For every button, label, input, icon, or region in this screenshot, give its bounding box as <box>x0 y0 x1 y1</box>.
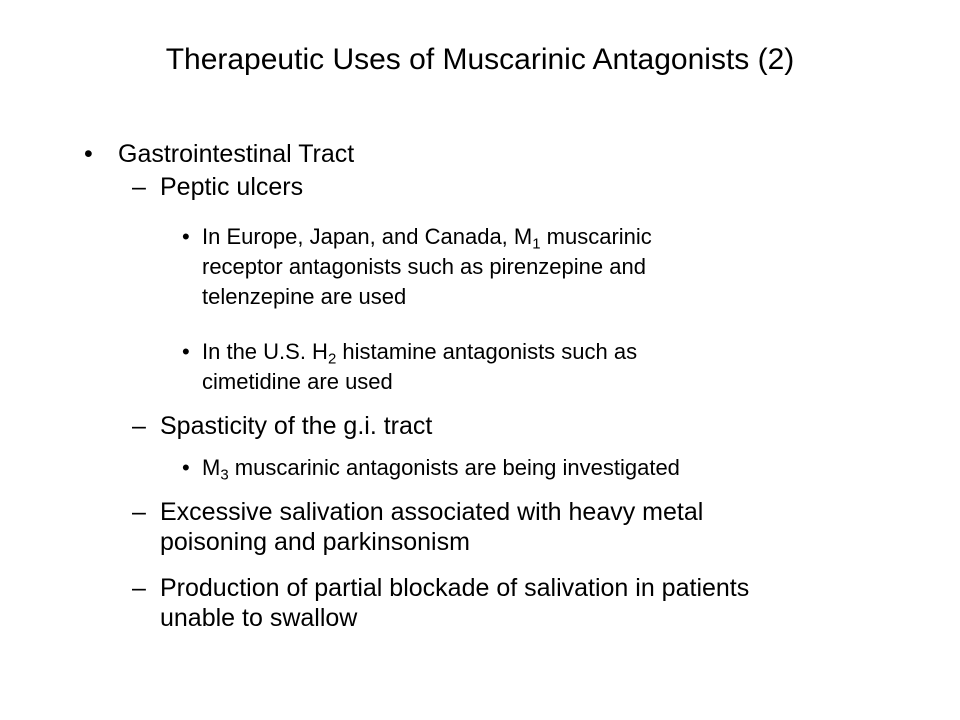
bullet-text: Gastrointestinal Tract <box>118 140 355 168</box>
text-run: In the U.S. H <box>202 339 328 364</box>
bullet-icon: • <box>182 224 190 249</box>
subitem-text <box>160 573 880 633</box>
bullet-icon: • <box>84 140 93 168</box>
text-run: histamine antagonists such as <box>336 339 638 364</box>
bullet-icon: • <box>182 455 190 480</box>
subsubitem-text <box>202 337 862 397</box>
text-run: M <box>202 455 221 480</box>
bullet-icon: • <box>182 339 190 364</box>
dash-icon: – <box>132 173 146 201</box>
text-line: cimetidine are used <box>202 369 393 394</box>
text-line: receptor antagonists such as pirenzepine and <box>202 254 646 279</box>
text-line <box>202 222 862 252</box>
slide-title: Therapeutic Uses of Muscarinic Antagonists (2) <box>165 43 795 76</box>
subitem-text: Peptic ulcers <box>160 173 304 201</box>
text-line: poisoning and parkinsonism <box>160 528 470 556</box>
dash-icon: – <box>132 498 146 526</box>
dash-icon: – <box>132 412 146 440</box>
text-line: telenzepine are used <box>202 284 407 309</box>
text-run: muscarinic antagonists are being investigated <box>228 455 680 480</box>
subscript: 1 <box>532 235 541 253</box>
text-line <box>202 337 862 367</box>
text-line: Excessive salivation associated with heavy metal <box>160 498 704 526</box>
subitem-text <box>160 497 880 557</box>
subsubitem-text <box>202 222 862 312</box>
text-run: muscarinic <box>540 224 652 249</box>
subsubitem-text <box>202 453 862 483</box>
subscript: 2 <box>327 350 337 368</box>
text-line <box>202 453 862 483</box>
text-line: unable to swallow <box>160 604 358 632</box>
dash-icon: – <box>132 574 146 602</box>
subitem-text: Spasticity of the g.i. tract <box>160 412 433 440</box>
text-line: Production of partial blockade of salivation in patients <box>160 574 750 602</box>
subscript: 3 <box>220 466 229 484</box>
text-run: In Europe, Japan, and Canada, M <box>202 224 533 249</box>
